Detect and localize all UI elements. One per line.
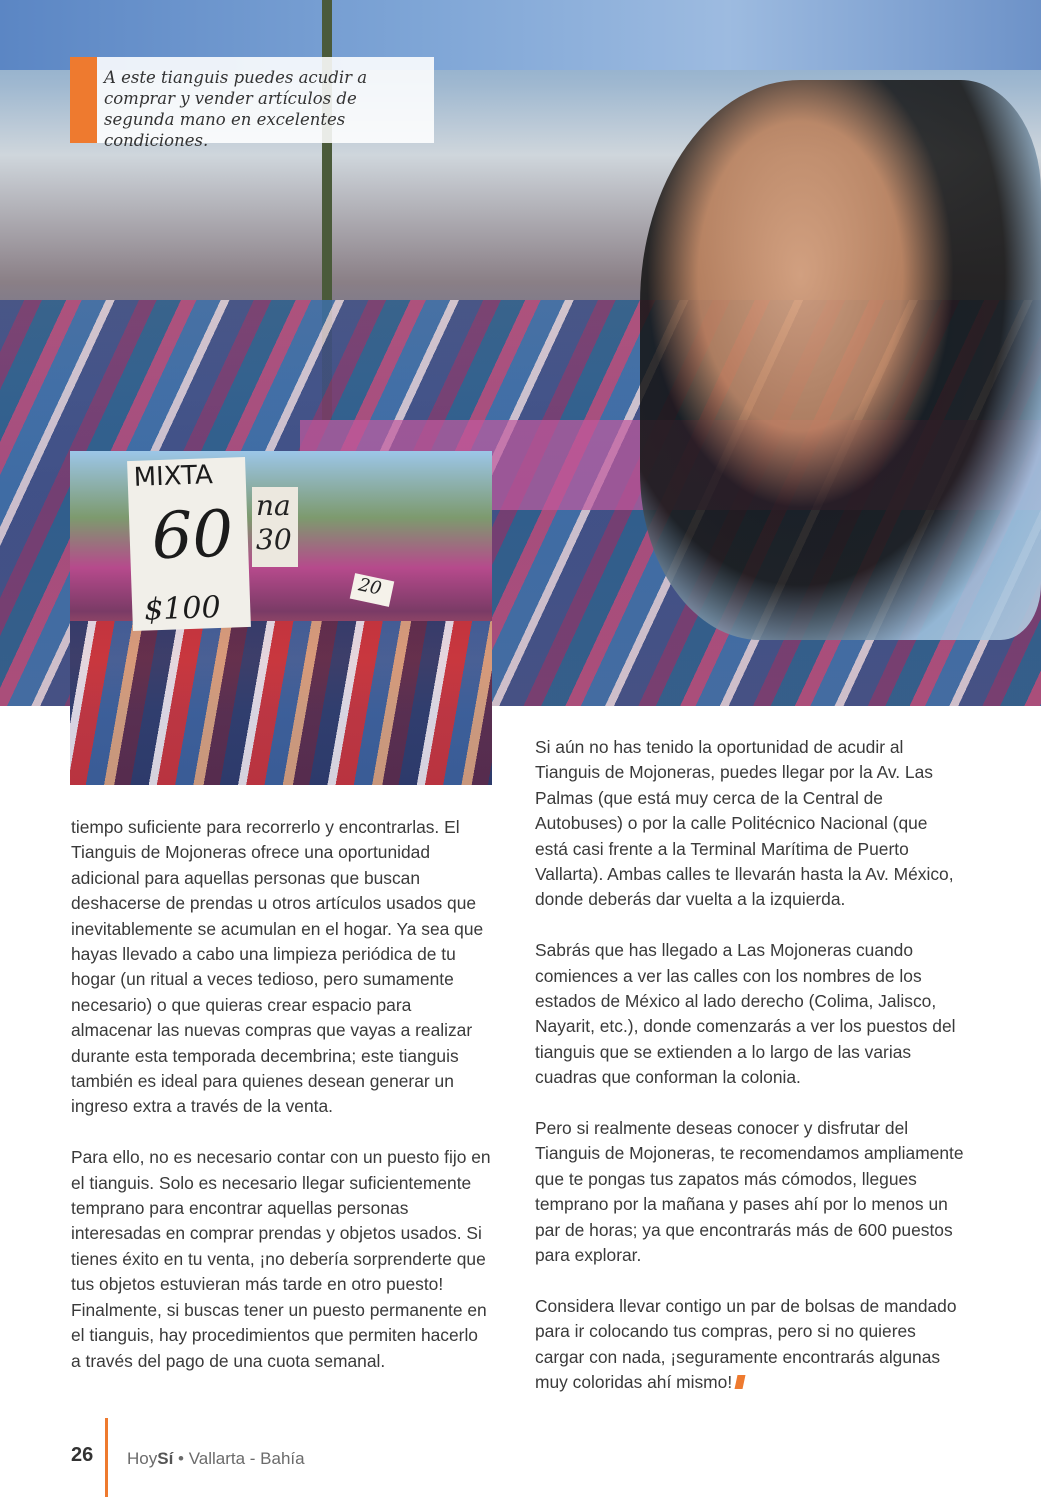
inset-photo [70,451,492,785]
footer-divider [105,1418,108,1497]
price-sign-secondary [252,487,298,567]
paragraph-text: Considera llevar contigo un par de bolsas de mandado para ir colocando tus compras, pero si no quieres cargar con nada, ¡seguramente encontrarás algunas muy coloridas ahí mismo! [535,1295,957,1393]
paragraph: tiempo suficiente para recorrerlo y encontrarlas. El Tianguis de Mojoneras ofrece una oportunidad adicional para aquellas personas que buscan deshacerse de prendas u otros artículos usados que inevitablemente se acumulan en el hogar. Ya sea que hayas llevado a cabo una limpieza periódica de tu hogar (un ritual a veces tedioso, pero sumamente necesario) o que quieras crear espacio para almacenar las nuevas compras que vayas a realizar durante esta temporada decembrina; este tianguis también es ideal para quienes desean generar un ingreso extra a través de la venta. [71,817,484,1117]
sign-label: na [256,489,291,522]
paragraph: Sabrás que has llegado a Las Mojoneras cuando comiences a ver las calles con los nombres de los estados de México al lado derecho (Colima, Jalisco, Nayarit, etc.), donde comenzarás a ver los puestos del tianguis que se extienden a lo largo de las varias cuadras que conforman la colonia. [535,940,956,1088]
paragraph: Para ello, no es necesario contar con un puesto fijo en el tianguis. Solo es necesario llegar suficientemente temprano para encontrar aquellas personas interesadas en comprar prendas y objetos usados. Si tienes éxito en tu venta, ¡no debería sorprenderte que tus objetos estuvieran más tarde en otro puesto! Finalmente, si buscas tener un puesto permanente en el tianguis, hay procedimientos que permiten hacerlo a través del pago de una cuota semanal. [71,1147,491,1371]
brand-part-b: Sí [157,1449,174,1468]
caption-accent-bar [70,57,97,143]
article-column-right [535,735,965,1421]
price-sign-mixta [127,457,251,631]
end-of-article-icon [735,1375,746,1389]
sign-price: 30 [256,523,292,556]
article-column-left [71,815,491,1399]
crowd [70,621,492,785]
price-sign-small [350,573,395,607]
caption-text: A este tianguis puedes acudir a comprar y vender artículos de segunda mano en excelentes condiciones. [104,68,368,150]
photo-caption [70,57,434,150]
section-name: • Vallarta - Bahía [173,1449,305,1468]
sign-label: MIXTA [133,460,214,493]
publication-name [127,1449,305,1469]
brand-part-a: Hoy [127,1449,158,1468]
paragraph: Pero si realmente deseas conocer y disfrutar del Tianguis de Mojoneras, te recomendamos ampliamente que te pongas tus zapatos más cómodos, llegues temprano por la mañana y pases ahí por lo menos un par de horas; ya que encontrarás más de 600 puestos para explorar. [535,1118,964,1266]
sign-price: 20 [356,574,384,600]
sign-price: 60 [150,497,235,575]
paragraph-last [535,1294,965,1396]
sign-price-secondary: $100 [143,589,222,628]
shopper-figure [640,80,1041,640]
page-number: 26 [71,1444,94,1466]
paragraph: Si aún no has tenido la oportunidad de acudir al Tianguis de Mojoneras, puedes llegar por la Av. Las Palmas (que está muy cerca de la Central de Autobuses) o por la calle Politécnico Nacional (que está casi frente a la Terminal Marítima de Puerto Vallarta). Ambas calles te llevarán hasta la Av. México, donde deberás dar vuelta a la izquierda. [535,737,954,910]
